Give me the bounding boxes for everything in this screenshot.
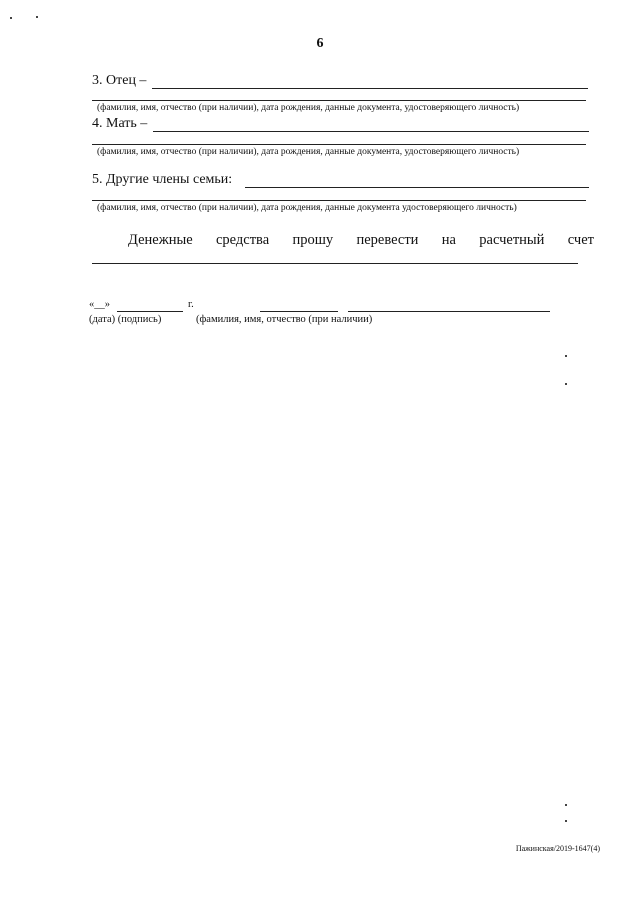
scan-speck (10, 17, 12, 19)
document-code: Пажинская/2019-1647(4) (515, 844, 600, 853)
mother-hint: (фамилия, имя, отчество (при наличии), дата рождения, данные документа, удостоверяющего личность) (97, 147, 520, 157)
scan-speck (565, 383, 567, 385)
scan-speck (565, 804, 567, 806)
father-label: 3. Отец – (92, 73, 147, 88)
transfer-word: расчетный (479, 232, 545, 248)
father-hint: (фамилия, имя, отчество (при наличии), дата рождения, данные документа, удостоверяющего личность) (97, 103, 520, 113)
others-input-line[interactable] (245, 187, 589, 188)
transfer-word: счет (567, 232, 594, 248)
transfer-word: средства (215, 232, 270, 248)
father-input-line-2[interactable] (92, 100, 586, 101)
scan-speck (565, 820, 567, 822)
scan-speck (36, 16, 38, 18)
transfer-word: прошу (292, 232, 334, 248)
others-label: 5. Другие члены семьи: (92, 172, 233, 187)
transfer-word: на (441, 232, 456, 248)
others-hint: (фамилия, имя, отчество (при наличии), дата рождения, данные документа удостоверяющего личность) (97, 203, 517, 213)
date-day-field[interactable]: «__» (89, 299, 110, 310)
account-input-line[interactable] (92, 263, 578, 264)
date-signature-caption: (дата) (подпись) (89, 314, 162, 325)
full-name-line[interactable] (348, 311, 550, 312)
mother-input-line-2[interactable] (92, 144, 586, 145)
transfer-word: Денежные (128, 232, 193, 248)
mother-input-line[interactable] (153, 131, 589, 132)
others-input-line-2[interactable] (92, 200, 586, 201)
year-suffix: г. (188, 299, 194, 310)
date-month-line[interactable] (117, 311, 183, 312)
signature-line[interactable] (260, 311, 338, 312)
transfer-request-text (128, 232, 594, 249)
father-input-line[interactable] (152, 88, 588, 89)
transfer-word: перевести (356, 232, 419, 248)
full-name-caption: (фамилия, имя, отчество (при наличии) (196, 314, 373, 325)
page-number: 6 (316, 36, 324, 51)
mother-label: 4. Мать – (92, 116, 148, 131)
scan-speck (565, 355, 567, 357)
